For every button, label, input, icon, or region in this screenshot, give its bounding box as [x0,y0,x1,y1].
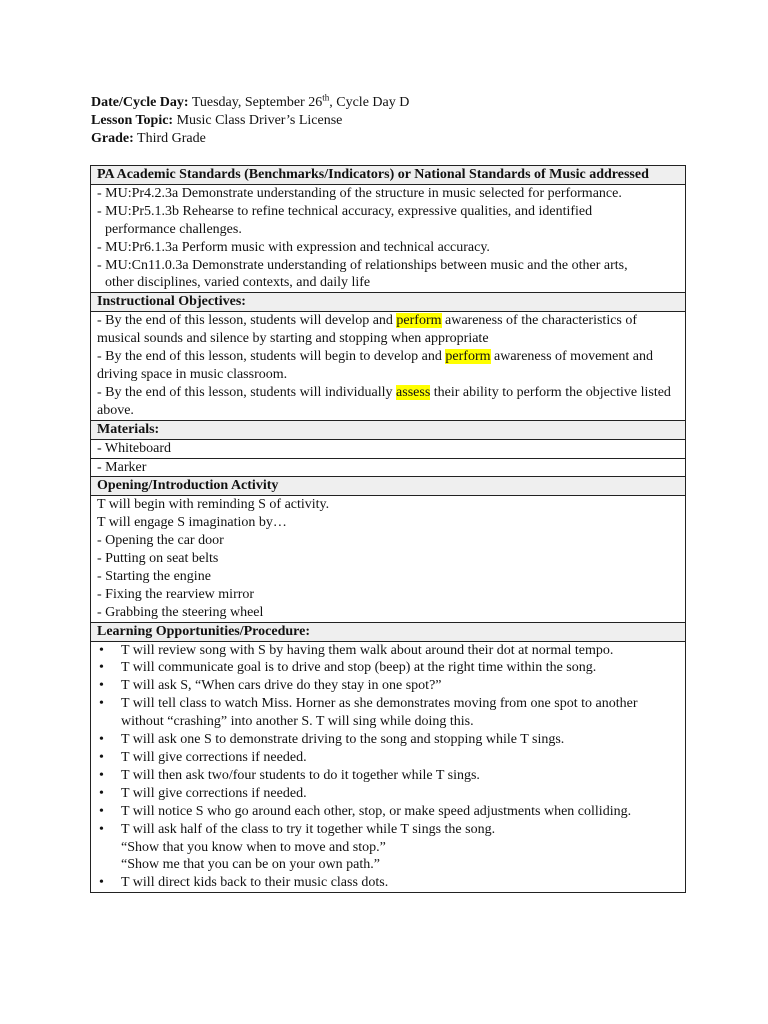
procedure-item: • T will then ask two/four students to do it together while T sings. [97,767,679,785]
procedure-item: • T will ask one S to demonstrate driving to the song and stopping while T sings. [97,731,679,749]
objectives-cell [91,312,686,420]
date-row [91,94,409,112]
procedure-item: • T will ask half of the class to try it together while T sings the song. [97,821,679,839]
objective-2: - By the end of this lesson, students will begin to develop and perform awareness of movement and driving space in music classroom. [97,349,653,382]
opening-line: - Grabbing the steering wheel [97,604,264,620]
procedure-cell [91,641,686,893]
procedure-item: • T will ask S, “When cars drive do they stay in one spot?” [97,677,679,695]
procedure-item: • T will give corrections if needed. [97,785,679,803]
grade-label: Grade: [91,131,134,146]
procedure-list-end [97,874,679,892]
topic-label: Lesson Topic: [91,113,174,128]
procedure-item: • T will direct kids back to their music class dots. [97,874,679,892]
material-item: - Whiteboard [91,439,686,458]
topic-row [91,112,409,130]
procedure-quote: “Show that you know when to move and stop.” [121,839,386,855]
date-value: Tuesday, September 26 [188,95,323,110]
date-label: Date/Cycle Day: [91,95,189,110]
procedure-quote: “Show me that you can be on your own path.” [121,857,380,873]
standard-line: other disciplines, varied contexts, and daily life [105,275,371,291]
standard-line: - MU:Pr4.2.3a Demonstrate understanding of the structure in music selected for performance. [97,185,622,201]
opening-cell [91,496,686,622]
grade-value: Third Grade [133,131,206,146]
highlight-perform: perform [396,313,442,329]
objective-1: - By the end of this lesson, students will develop and perform awareness of the characteristics of musical sounds and silence by starting and stopping when appropriate [97,313,638,347]
lesson-plan-table [90,165,686,893]
opening-line: - Opening the car door [97,533,224,549]
procedure-item: • T will give corrections if needed. [97,749,679,767]
opening-line: - Putting on seat belts [97,551,219,567]
procedure-item: • T will communicate goal is to drive and stop (beep) at the right time within the song. [97,659,679,677]
procedure-item: • T will notice S who go around each other, stop, or make speed adjustments when colliding. [97,803,679,821]
material-item: - Marker [91,458,686,477]
cycle-day: , Cycle Day D [329,95,410,110]
standard-line: - MU:Pr5.1.3b Rehearse to refine technical accuracy, expressive qualities, and identified [97,203,593,219]
standard-line: - MU:Pr6.1.3a Perform music with expression and technical accuracy. [97,239,490,255]
standard-line: - MU:Cn11.0.3a Demonstrate understanding of relationships between music and the other arts, [97,257,628,273]
procedure-heading: Learning Opportunities/Procedure: [91,622,686,641]
opening-line: T will engage S imagination by… [97,515,287,531]
standards-heading: PA Academic Standards (Benchmarks/Indicators) or National Standards of Music addressed [91,166,686,185]
opening-line: T will begin with reminding S of activity. [97,497,330,513]
highlight-assess: assess [396,384,431,400]
standard-line: performance challenges. [105,221,242,237]
opening-line: - Fixing the rearview mirror [97,586,255,602]
topic-value: Music Class Driver’s License [173,113,343,128]
procedure-item: • T will tell class to watch Miss. Horner as she demonstrates moving from one spot to another without “crashing” into another S. T will sing while doing this. [97,695,679,731]
materials-heading: Materials: [91,420,686,439]
objectives-heading: Instructional Objectives: [91,293,686,312]
grade-row [91,130,409,148]
opening-heading: Opening/Introduction Activity [91,477,686,496]
highlight-perform: perform [445,349,491,365]
procedure-item: • T will review song with S by having them walk about around their dot at normal tempo. [97,642,679,660]
opening-line: - Starting the engine [97,568,211,584]
procedure-list [97,642,679,839]
objective-3: - By the end of this lesson, students will individually assess their ability to perform the objective listed above. [97,384,671,418]
date-superscript: th [322,92,330,103]
standards-cell [91,184,686,292]
lesson-header [91,94,409,148]
